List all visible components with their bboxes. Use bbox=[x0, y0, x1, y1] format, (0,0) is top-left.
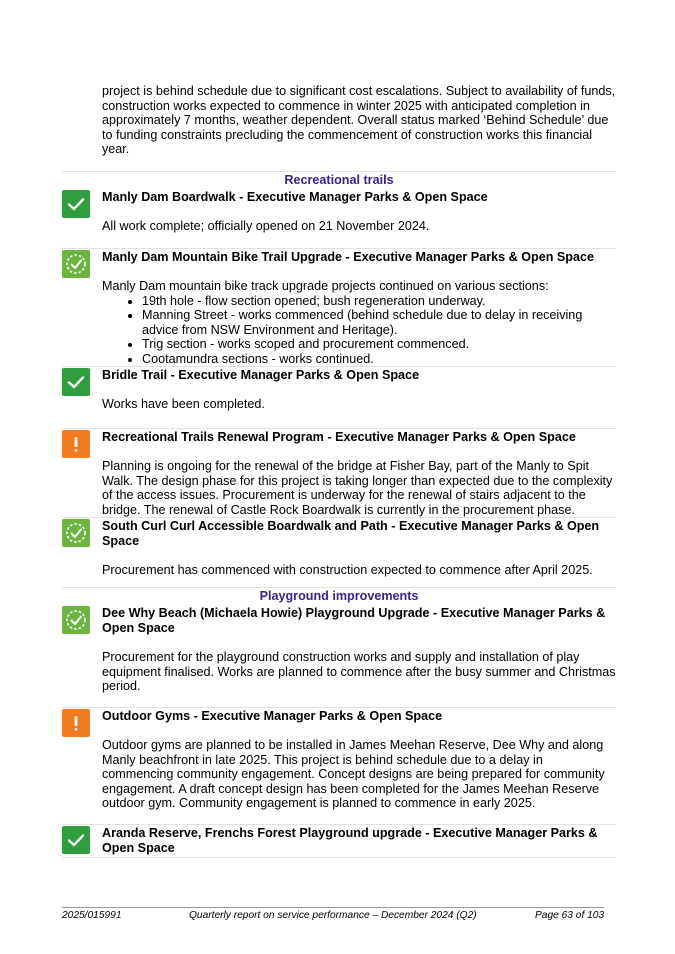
item-body-mountain-bike-trail bbox=[102, 279, 617, 367]
item-title-recreational-trails-renewal: Recreational Trails Renewal Program - Executive Manager Parks & Open Space bbox=[102, 430, 576, 444]
divider bbox=[62, 248, 616, 249]
divider bbox=[62, 517, 616, 518]
list-item: • Manning Street - works commenced (behind schedule due to delay in receiving advice from NSW Environment and Heritage). bbox=[142, 308, 617, 337]
on-track-badge-icon bbox=[62, 606, 90, 634]
footer-doc-number: 2025/015991 bbox=[62, 910, 122, 921]
item-text-bridle-trail: Works have been completed. bbox=[102, 397, 265, 411]
section-heading-playground-improvements: Playground improvements bbox=[62, 587, 616, 603]
behind-schedule-alert-icon bbox=[62, 430, 90, 458]
list-item: • Trig section - works scoped and procurement commenced. bbox=[142, 337, 617, 352]
on-track-badge-icon bbox=[62, 250, 90, 278]
item-title-manly-dam-boardwalk: Manly Dam Boardwalk - Executive Manager Parks & Open Space bbox=[102, 190, 488, 204]
list-item: • Cootamundra sections - works continued. bbox=[142, 352, 617, 367]
divider bbox=[62, 857, 616, 858]
item-title-mountain-bike-trail: Manly Dam Mountain Bike Trail Upgrade - Executive Manager Parks & Open Space bbox=[102, 250, 595, 264]
footer-page-number: Page 63 of 103 bbox=[535, 910, 605, 921]
complete-check-icon bbox=[62, 190, 90, 218]
item-title-outdoor-gyms: Outdoor Gyms - Executive Manager Parks & Open Space bbox=[102, 709, 443, 723]
item-text-south-curl-curl-boardwalk: Procurement has commenced with construction expected to commence after April 2025. bbox=[102, 563, 593, 577]
footer-report-title: Quarterly report on service performance – December 2024 (Q2) bbox=[189, 910, 477, 921]
list-item: • 19th hole - flow section opened; bush regeneration underway. bbox=[142, 294, 617, 309]
item-text-dee-why-playground: Procurement for the playground construction works and supply and installation of play equipment finalised. Works are planned to commence after the busy summer and Christmas period. bbox=[102, 650, 616, 694]
item-title-bridle-trail: Bridle Trail - Executive Manager Parks & Open Space bbox=[102, 368, 420, 382]
item-text-mountain-bike-trail: Manly Dam mountain bike track upgrade projects continued on various sections: bbox=[102, 279, 549, 293]
bullet-list bbox=[102, 294, 617, 367]
behind-schedule-alert-icon bbox=[62, 709, 90, 737]
item-text-manly-dam-boardwalk: All work complete; officially opened on 21 November 2024. bbox=[102, 219, 430, 233]
footer-rule bbox=[62, 907, 604, 908]
complete-check-icon bbox=[62, 368, 90, 396]
complete-check-icon bbox=[62, 826, 90, 854]
section-heading-recreational-trails: Recreational trails bbox=[62, 171, 616, 187]
item-text-outdoor-gyms: Outdoor gyms are planned to be installed in James Meehan Reserve, Dee Why and along Manly beachfront in late 2025. This project is behind schedule due to a delay in commencing community engagement. Concept designs are being prepared for community engagement. A draft concept design has been completed for the James Meehan Reserve outdoor gym. Community engagement is planned to commence in early 2025. bbox=[102, 738, 605, 811]
divider bbox=[62, 707, 616, 708]
divider bbox=[62, 428, 616, 429]
item-title-south-curl-curl-boardwalk: South Curl Curl Accessible Boardwalk and Path - Executive Manager Parks & Open Space bbox=[102, 519, 600, 548]
item-title-aranda-reserve-playground: Aranda Reserve, Frenchs Forest Playground upgrade - Executive Manager Parks & Open Space bbox=[102, 826, 598, 855]
divider bbox=[62, 824, 616, 825]
item-text-recreational-trails-renewal: Planning is ongoing for the renewal of the bridge at Fisher Bay, part of the Manly to Spit Walk. The design phase for this project is taking longer than expected due to the complexity of the access issues. Procurement is underway for the renewal of stairs adjacent to the bridge. The renewal of Castle Rock Boardwalk is currently in the procurement phase. bbox=[102, 459, 613, 517]
divider bbox=[62, 366, 616, 367]
item-title-dee-why-playground: Dee Why Beach (Michaela Howie) Playground Upgrade - Executive Manager Parks & Open Space bbox=[102, 606, 606, 635]
intro-paragraph: project is behind schedule due to significant cost escalations. Subject to availability of funds, construction works expected to commence in winter 2025 with anticipated completion in approximately 7 months, weather dependent. Overall status marked ‘Behind Schedule’ due to funding constraints precluding the commencement of construction works this financial year. bbox=[102, 84, 616, 157]
on-track-badge-icon bbox=[62, 519, 90, 547]
